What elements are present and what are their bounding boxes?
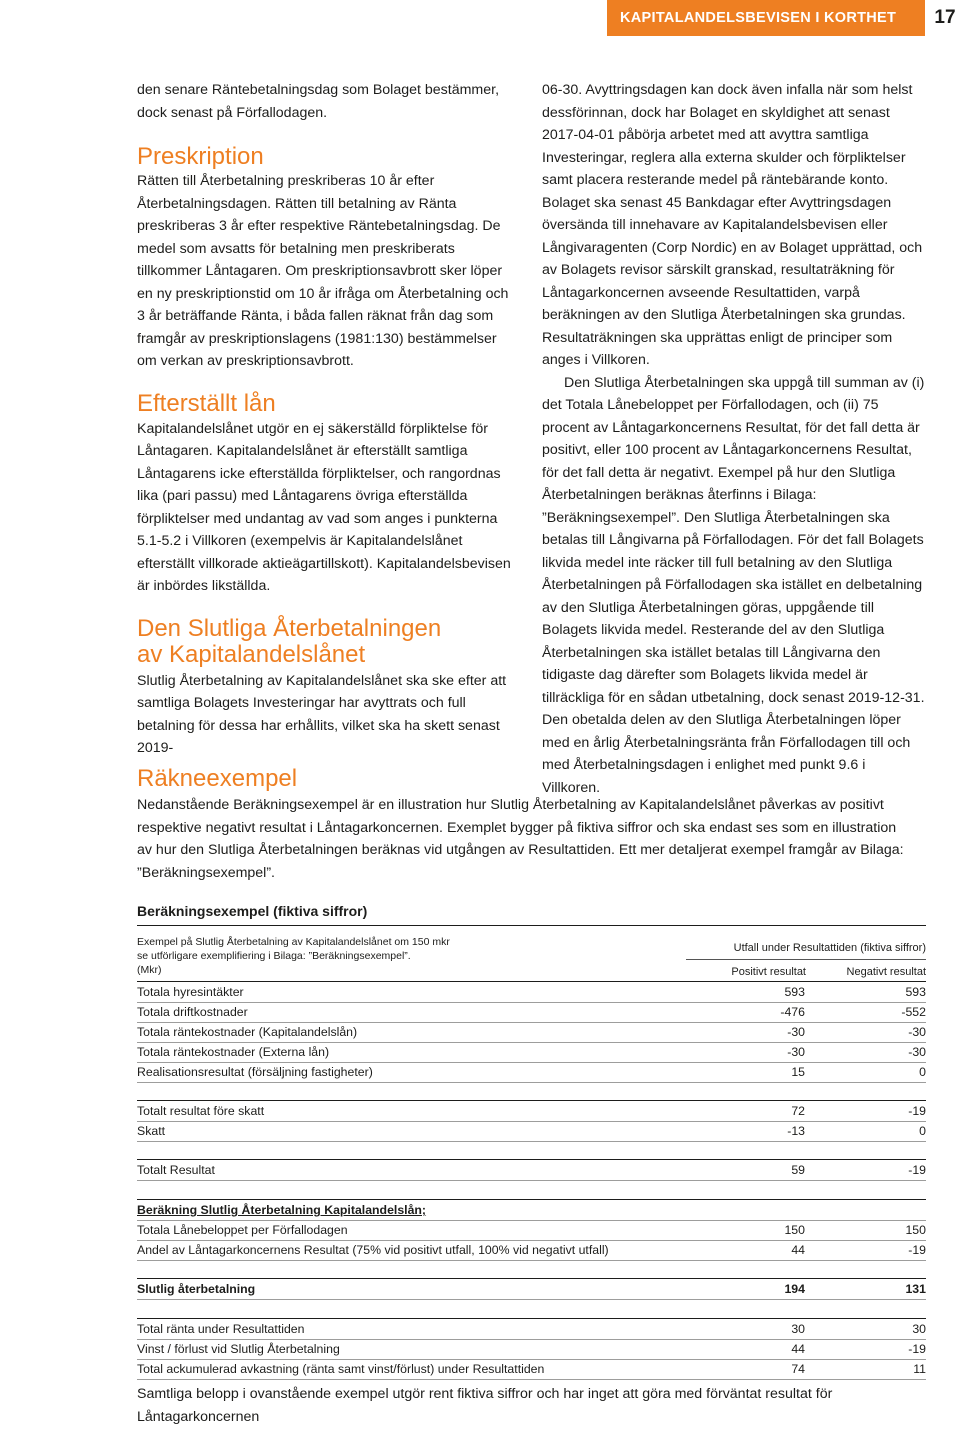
section-title-bar: [607, 0, 925, 36]
row-value-negative: 30: [912, 1322, 926, 1336]
table-row: [137, 1339, 926, 1360]
col-header-negative: Negativt resultat: [846, 966, 926, 978]
row-value-negative: -30: [908, 1045, 926, 1059]
right-column: [542, 79, 927, 799]
row-value-positive: 74: [791, 1362, 805, 1376]
rakne-section: [137, 766, 917, 884]
row-value-positive: -13: [787, 1124, 805, 1138]
row-value-negative: -30: [908, 1025, 926, 1039]
table-section-rule: [137, 1159, 926, 1160]
row-value-positive: -476: [780, 1005, 805, 1019]
row-label: Totala driftkostnader: [137, 1005, 248, 1019]
row-label: Vinst / förlust vid Slutlig Återbetalning: [137, 1342, 340, 1356]
col-header-positive: Positivt resultat: [731, 966, 806, 978]
table-row: [137, 1200, 926, 1221]
row-value-negative: -19: [908, 1342, 926, 1356]
row-label: Totala räntekostnader (Externa lån): [137, 1045, 330, 1059]
row-value-positive: -30: [787, 1025, 805, 1039]
heading-preskription: Preskription: [137, 143, 264, 170]
left-column: [137, 79, 513, 760]
table-section-rule: [137, 1199, 926, 1200]
row-value-negative: 131: [905, 1282, 926, 1296]
row-label: Totala Lånebeloppet per Förfallodagen: [137, 1223, 348, 1237]
row-value-positive: 194: [784, 1282, 805, 1296]
table-row: [137, 1101, 926, 1122]
table-row: [137, 1022, 926, 1043]
row-value-negative: 11: [913, 1362, 926, 1376]
slutlig-paragraph: Slutlig Återbetalning av Kapitalandelslånet ska ske efter att samtliga Bolagets Investeringar har avyttrats och full betalning för dessa har erhållits, vilket ska ha skett senast 2019-: [137, 672, 507, 756]
row-value-positive: 15: [791, 1065, 805, 1079]
row-value-positive: 44: [791, 1342, 805, 1356]
heading-rakneexempel: Räkneexempel: [137, 765, 298, 792]
row-value-negative: -552: [901, 1005, 926, 1019]
preskription-paragraph: Rätten till Återbetalning preskriberas 10 år efter Återbetalningsdagen. Rätten till betalning av Ränta preskriberas 3 år efter respektive Räntebetalningsdag. De medel som avsatts för betalning men preskriberats tillkommer Låntagaren. Om preskriptionsavbrott sker löper en ny preskriptionstid om 10 år ifråga om Återbetalning och 3 år beträffande Ränta, i båda fallen räknat från dag som framgår av preskriptionslagens (1981:130) bestämmelser om verkan av preskriptionsavbrott.: [137, 173, 509, 369]
row-label: Totalt resultat före skatt: [137, 1104, 265, 1118]
table-group-header: Utfall under Resultattiden (fiktiva siffror): [733, 942, 926, 954]
table-row: [137, 1160, 926, 1181]
table-note-line-2: se utförligare exemplifiering i Bilaga: ”Beräkningsexempel”.: [137, 950, 411, 962]
row-value-negative: -19: [908, 1104, 926, 1118]
row-value-negative: 0: [919, 1065, 926, 1079]
row-value-positive: 72: [791, 1104, 805, 1118]
row-value-negative: -19: [908, 1243, 926, 1257]
right-paragraph-2: Den Slutliga Återbetalningen ska uppgå till summan av (i) det Totala Lånebeloppet per Förfallodagen, och (ii) 75 procent av Låntagarkoncernens Resultat, för det fall detta är positivt, eller 100 procent av Låntagarkoncernens Resultat, för det fall detta är negativt. Exempel på hur den Slutliga Återbetalningen beräknas återfinns i Bilaga: ”Beräkningsexempel”. Den Slutliga Återbetalningen ska betalas till Långivarna på Förfallodagen. För det fall Bolagets likvida medel inte räcker till full betalning av den Slutliga Återbetalningen på Förfallodagen ska istället en delbetalning av den Slutliga Återbetalningen göras, uppgående till Bolagets likvida medel. Resterande del av den Slutliga Återbetalningen ska istället betalas till Långivarna den tidigaste dag därefter som Bolagets likvida medel är tillräckliga för en sådan utbetalning, dock senast 2019-12-31. Den obetalda delen av den Slutliga Återbetalningen löper med en årlig Återbetalningsränta från Förfallodagen till och med Återbetalningsdagen i enlighet med punkt 9.6 i Villkoren.: [542, 374, 925, 796]
intro-paragraph: den senare Räntebetalningsdag som Bolaget bestämmer, dock senast på Förfallodagen.: [137, 82, 500, 121]
table-title: Beräkningsexempel (fiktiva siffror): [137, 903, 368, 919]
row-label: Totalt Resultat: [137, 1163, 215, 1177]
row-value-negative: -19: [908, 1163, 926, 1177]
group-header-rule: [686, 959, 926, 960]
rakne-paragraph: Nedanstående Beräkningsexempel är en illustration hur Slutlig Återbetalning av Kapitalandelslånet påverkas av positivt respektive negativt resultat i Låntagarkoncernen. Exemplet bygger på fiktiva siffror och ska endast ses som en illustration av hur den Slutliga Återbetalningen beräknas vid utgången av Resultattiden. Ett mer detaljerat exempel framgår av Bilaga: ”Beräkningsexempel”.: [137, 797, 904, 881]
table-section-rule: [137, 1318, 926, 1319]
table-footnote: Samtliga belopp i ovanstående exempel utgör rent fiktiva siffror och har inget att göra med förväntat resultat för Låntagarkoncernen: [137, 1386, 833, 1425]
row-label: Total ränta under Resultattiden: [137, 1322, 305, 1336]
row-value-positive: 150: [784, 1223, 805, 1237]
table-top-rule: [137, 925, 926, 926]
heading-efterstallt-lan: Efterställt lån: [137, 389, 276, 417]
table-row: [137, 1279, 926, 1300]
row-label: Andel av Låntagarkoncernens Resultat (75% vid positivt utfall, 100% vid negativt utfall): [137, 1243, 609, 1257]
right-paragraph-1: 06-30. Avyttringsdagen kan dock även infalla när som helst dessförinnan, dock har Bolaget en skyldighet att senast 2017-04-01 påbörja arbetet med att avyttra samtliga Investeringar, reglera alla externa skulder och förpliktelser samt placera resterande medel på räntebärande konto. Bolaget ska senast 45 Bankdagar efter Avyttringsdagen översända till innehavare av Kapitalandelsbevisen eller Långivaragenten (Corp Nordic) en av Bolaget upprättad, och av Bolagets revisor särskilt granskad, resultaträkning för Låntagarkoncernen avseende Resultattiden, varpå beräkningen av den Slutliga Återbetalningen ska grundas. Resultaträkningen ska upprättas enligt de principer som anges i Villkoren.: [542, 82, 923, 368]
efterstallt-paragraph: Kapitalandelslånet utgör en ej säkerställd förpliktelse för Låntagaren. Kapitalandelslånet är efterställt samtliga Låntagarens icke efterställda förpliktelser, och rangordnas lika (pari passu) med Låntagarens övriga efterställda förpliktelser med undantag av vad som anges i punkterna 5.1-5.2 i Villkoren (exempelvis är Kapitalandelslånet efterställt villkorade aktieägartillskott). Kapitalandelsbevisen är inbördes likställda.: [137, 420, 511, 594]
row-value-positive: -30: [787, 1045, 805, 1059]
table-row: [137, 1240, 926, 1261]
table-row: [137, 982, 926, 1003]
table-section-rule: [137, 1278, 926, 1279]
row-value-negative: 0: [919, 1124, 926, 1138]
row-value-positive: 593: [784, 985, 805, 999]
table-row: [137, 1220, 926, 1241]
row-label: Beräkning Slutlig Återbetalning Kapitalandelslån;: [137, 1203, 427, 1217]
table-row: [137, 1042, 926, 1063]
table-row: [137, 1002, 926, 1023]
row-label: Totala räntekostnader (Kapitalandelslån): [137, 1025, 358, 1039]
table-note-line-1: Exempel på Slutlig Återbetalning av Kapitalandelslånet om 150 mkr: [137, 936, 450, 948]
row-value-positive: 44: [791, 1243, 805, 1257]
table-row: [137, 1359, 926, 1380]
heading-slutliga-aterbetalningen: Den Slutliga Återbetalningen av Kapitalandelslånet: [137, 614, 442, 668]
table-note: [137, 935, 537, 977]
table-row: [137, 1319, 926, 1340]
page-number: 17: [934, 7, 956, 28]
row-value-positive: 59: [791, 1163, 805, 1177]
row-label: Skatt: [137, 1124, 166, 1138]
section-title: KAPITALANDELSBEVISEN I KORTHET: [620, 10, 897, 26]
table-unit: (Mkr): [137, 964, 162, 976]
row-label: Realisationsresultat (försäljning fastigheter): [137, 1065, 373, 1079]
table-row: [137, 1062, 926, 1083]
row-label: Total ackumulerad avkastning (ränta samt vinst/förlust) under Resultattiden: [137, 1362, 545, 1376]
row-value-positive: 30: [791, 1322, 805, 1336]
row-value-negative: 150: [905, 1223, 926, 1237]
row-label: Slutlig återbetalning: [137, 1282, 256, 1296]
table-row: [137, 1121, 926, 1142]
table-section-rule: [137, 1100, 926, 1101]
row-label: Totala hyresintäkter: [137, 985, 244, 999]
row-value-negative: 593: [905, 985, 926, 999]
